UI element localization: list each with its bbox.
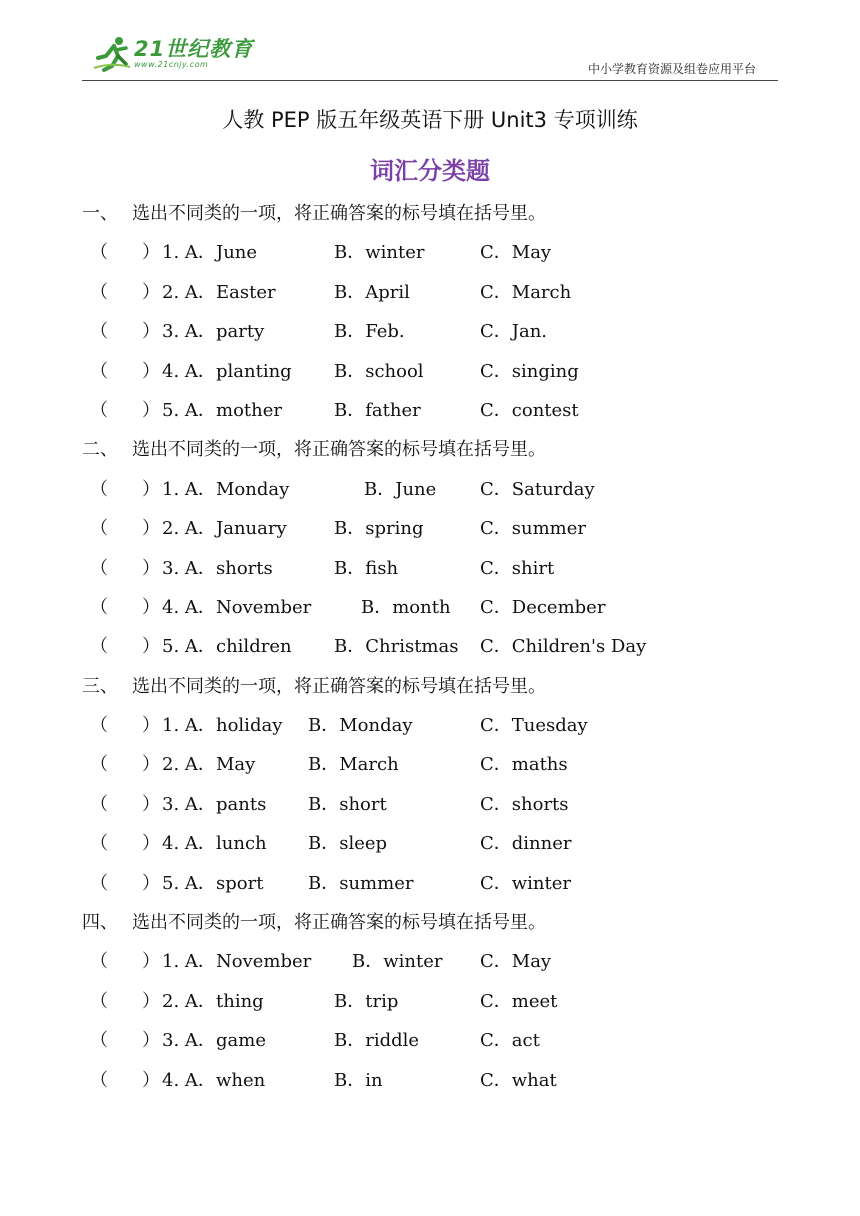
option-c: C．shirt bbox=[480, 557, 555, 579]
option-c: C．contest bbox=[480, 399, 579, 421]
answer-paren-close: ） bbox=[142, 242, 160, 264]
question-row bbox=[82, 633, 782, 672]
exercise-content bbox=[82, 200, 782, 1106]
answer-paren-open[interactable]: （ bbox=[90, 951, 108, 973]
section-number: 一、 bbox=[82, 203, 118, 224]
option-a: mother bbox=[216, 399, 282, 421]
option-b: B．April bbox=[334, 281, 410, 303]
answer-paren-close: ） bbox=[142, 715, 160, 737]
option-a: planting bbox=[216, 360, 292, 382]
answer-paren-open[interactable]: （ bbox=[90, 715, 108, 737]
answer-paren-close: ） bbox=[142, 636, 160, 658]
question-row bbox=[82, 870, 782, 909]
question-row bbox=[82, 1027, 782, 1066]
question-number: 4. A． bbox=[162, 833, 216, 855]
section-instruction: 选出不同类的一项，将正确答案的标号填在括号里。 bbox=[132, 203, 546, 224]
option-a: lunch bbox=[216, 833, 267, 855]
option-b: B．spring bbox=[334, 518, 424, 540]
option-a: children bbox=[216, 636, 292, 658]
page-title: 人教 PEP 版五年级英语下册 Unit3 专项训练 bbox=[222, 108, 638, 132]
page-header bbox=[82, 28, 778, 81]
option-c: C．Tuesday bbox=[480, 715, 588, 737]
option-c: C．summer bbox=[480, 518, 586, 540]
runner-logo-icon bbox=[92, 34, 132, 74]
answer-paren-close: ） bbox=[142, 321, 160, 343]
answer-paren-close: ） bbox=[142, 557, 160, 579]
option-b: B．school bbox=[334, 360, 424, 382]
question-number: 2. A． bbox=[162, 990, 216, 1012]
option-c: C．winter bbox=[480, 872, 572, 894]
option-b: B．winter bbox=[352, 951, 443, 973]
option-c: C．Saturday bbox=[480, 478, 595, 500]
option-a: game bbox=[216, 1030, 266, 1052]
answer-paren-open[interactable]: （ bbox=[90, 596, 108, 618]
option-c: C．singing bbox=[480, 360, 579, 382]
option-a: November bbox=[216, 951, 312, 973]
question-row bbox=[82, 830, 782, 869]
section-instruction: 选出不同类的一项，将正确答案的标号填在括号里。 bbox=[132, 912, 546, 934]
option-a: January bbox=[216, 518, 287, 540]
question-number: 3. A． bbox=[162, 321, 216, 343]
option-b: B．Feb. bbox=[334, 321, 405, 343]
option-a: sport bbox=[216, 872, 264, 894]
option-a: holiday bbox=[216, 715, 283, 737]
logo-url: www.21cnjy.com bbox=[134, 60, 209, 69]
option-c: C．December bbox=[480, 596, 606, 618]
question-number: 5. A． bbox=[162, 399, 216, 421]
option-a: May bbox=[216, 754, 256, 776]
answer-paren-open[interactable]: （ bbox=[90, 636, 108, 658]
option-b: B．March bbox=[308, 754, 399, 776]
answer-paren-close: ） bbox=[142, 793, 160, 815]
page-subtitle: 词汇分类题 bbox=[370, 157, 490, 185]
section-heading bbox=[82, 673, 782, 712]
option-a: November bbox=[216, 596, 312, 618]
option-b: B．riddle bbox=[334, 1030, 420, 1052]
answer-paren-open[interactable]: （ bbox=[90, 1030, 108, 1052]
option-a: pants bbox=[216, 793, 267, 815]
answer-paren-open[interactable]: （ bbox=[90, 754, 108, 776]
option-a: Easter bbox=[216, 281, 276, 303]
question-row bbox=[82, 358, 782, 397]
option-b: B．Monday bbox=[308, 715, 413, 737]
question-row bbox=[82, 1067, 782, 1106]
option-c: C．shorts bbox=[480, 793, 569, 815]
option-b: B．father bbox=[334, 399, 421, 421]
question-number: 1. A． bbox=[162, 715, 216, 737]
option-c: C．meet bbox=[480, 990, 558, 1012]
question-row bbox=[82, 476, 782, 515]
section-number: 三、 bbox=[82, 675, 118, 697]
option-a: Monday bbox=[216, 478, 290, 500]
answer-paren-open[interactable]: （ bbox=[90, 990, 108, 1012]
option-b: B．June bbox=[364, 478, 437, 500]
question-number: 2. A． bbox=[162, 281, 216, 303]
option-c: C．Jan. bbox=[480, 321, 548, 343]
answer-paren-close: ） bbox=[142, 478, 160, 500]
question-number: 1. A． bbox=[162, 951, 216, 973]
section-instruction: 选出不同类的一项，将正确答案的标号填在括号里。 bbox=[132, 439, 546, 461]
logo-wordmark: 21世纪教育 bbox=[134, 37, 254, 61]
question-row bbox=[82, 712, 782, 751]
question-number: 2. A． bbox=[162, 754, 216, 776]
option-a: thing bbox=[216, 990, 264, 1012]
question-row bbox=[82, 988, 782, 1027]
option-c: C．maths bbox=[480, 754, 568, 776]
question-number: 4. A． bbox=[162, 1069, 216, 1091]
option-b: B．summer bbox=[308, 872, 414, 894]
section-number: 二、 bbox=[82, 439, 118, 461]
question-row bbox=[82, 397, 782, 436]
answer-paren-open[interactable]: （ bbox=[90, 557, 108, 579]
option-a: when bbox=[216, 1069, 266, 1091]
question-row bbox=[82, 791, 782, 830]
question-number: 4. A． bbox=[162, 360, 216, 382]
answer-paren-close: ） bbox=[142, 951, 160, 973]
answer-paren-open[interactable]: （ bbox=[90, 1069, 108, 1091]
question-number: 1. A． bbox=[162, 242, 216, 264]
question-row bbox=[82, 279, 782, 318]
option-a: party bbox=[216, 321, 265, 343]
option-b: B．Christmas bbox=[334, 636, 459, 658]
answer-paren-close: ） bbox=[142, 518, 160, 540]
answer-paren-open[interactable]: （ bbox=[90, 399, 108, 421]
option-b: B．trip bbox=[334, 990, 399, 1012]
answer-paren-open[interactable]: （ bbox=[90, 793, 108, 815]
question-number: 3. A． bbox=[162, 793, 216, 815]
answer-paren-close: ） bbox=[142, 360, 160, 382]
option-a: shorts bbox=[216, 557, 273, 579]
platform-name: 中小学教育资源及组卷应用平台 bbox=[587, 62, 756, 76]
section-heading bbox=[82, 909, 782, 948]
answer-paren-close: ） bbox=[142, 754, 160, 776]
option-b: B．short bbox=[308, 793, 387, 815]
question-row bbox=[82, 751, 782, 790]
logo bbox=[92, 34, 253, 74]
option-c: C．Children's Day bbox=[480, 636, 647, 658]
option-c: C．May bbox=[480, 951, 552, 973]
answer-paren-close: ） bbox=[142, 1030, 160, 1052]
option-b: B．in bbox=[334, 1069, 383, 1091]
question-number: 5. A． bbox=[162, 636, 216, 658]
question-number: 3. A． bbox=[162, 1030, 216, 1052]
question-row bbox=[82, 318, 782, 357]
option-c: C．March bbox=[480, 281, 572, 303]
question-number: 2. A． bbox=[162, 518, 216, 540]
question-row bbox=[82, 239, 782, 278]
section-number: 四、 bbox=[82, 912, 118, 934]
answer-paren-close: ） bbox=[142, 833, 160, 855]
answer-paren-close: ） bbox=[142, 990, 160, 1012]
answer-paren-close: ） bbox=[142, 596, 160, 618]
question-row bbox=[82, 948, 782, 987]
option-b: B．fish bbox=[334, 557, 399, 579]
question-row bbox=[82, 555, 782, 594]
option-b: B．month bbox=[361, 596, 451, 618]
question-number: 5. A． bbox=[162, 872, 216, 894]
option-c: C．what bbox=[480, 1069, 557, 1091]
answer-paren-open[interactable]: （ bbox=[90, 518, 108, 540]
section-heading bbox=[82, 436, 782, 475]
section-instruction: 选出不同类的一项，将正确答案的标号填在括号里。 bbox=[132, 675, 546, 697]
answer-paren-close: ） bbox=[142, 399, 160, 421]
answer-paren-close: ） bbox=[142, 872, 160, 894]
option-a: June bbox=[216, 242, 258, 264]
question-number: 1. A． bbox=[162, 478, 216, 500]
answer-paren-close: ） bbox=[142, 281, 160, 303]
option-c: C．act bbox=[480, 1030, 540, 1052]
answer-paren-open[interactable]: （ bbox=[90, 281, 108, 303]
question-number: 3. A． bbox=[162, 557, 216, 579]
answer-paren-open[interactable]: （ bbox=[90, 242, 108, 264]
question-row bbox=[82, 515, 782, 554]
question-number: 4. A． bbox=[162, 596, 216, 618]
option-c: C．dinner bbox=[480, 833, 572, 855]
answer-paren-open[interactable]: （ bbox=[90, 478, 108, 500]
answer-paren-open[interactable]: （ bbox=[90, 321, 108, 343]
option-c: C．May bbox=[480, 242, 552, 264]
answer-paren-open[interactable]: （ bbox=[90, 833, 108, 855]
option-b: B．winter bbox=[334, 242, 425, 264]
answer-paren-open[interactable]: （ bbox=[90, 360, 108, 382]
section-heading bbox=[82, 200, 782, 239]
question-row bbox=[82, 594, 782, 633]
option-b: B．sleep bbox=[308, 833, 388, 855]
answer-paren-close: ） bbox=[142, 1069, 160, 1091]
answer-paren-open[interactable]: （ bbox=[90, 872, 108, 894]
